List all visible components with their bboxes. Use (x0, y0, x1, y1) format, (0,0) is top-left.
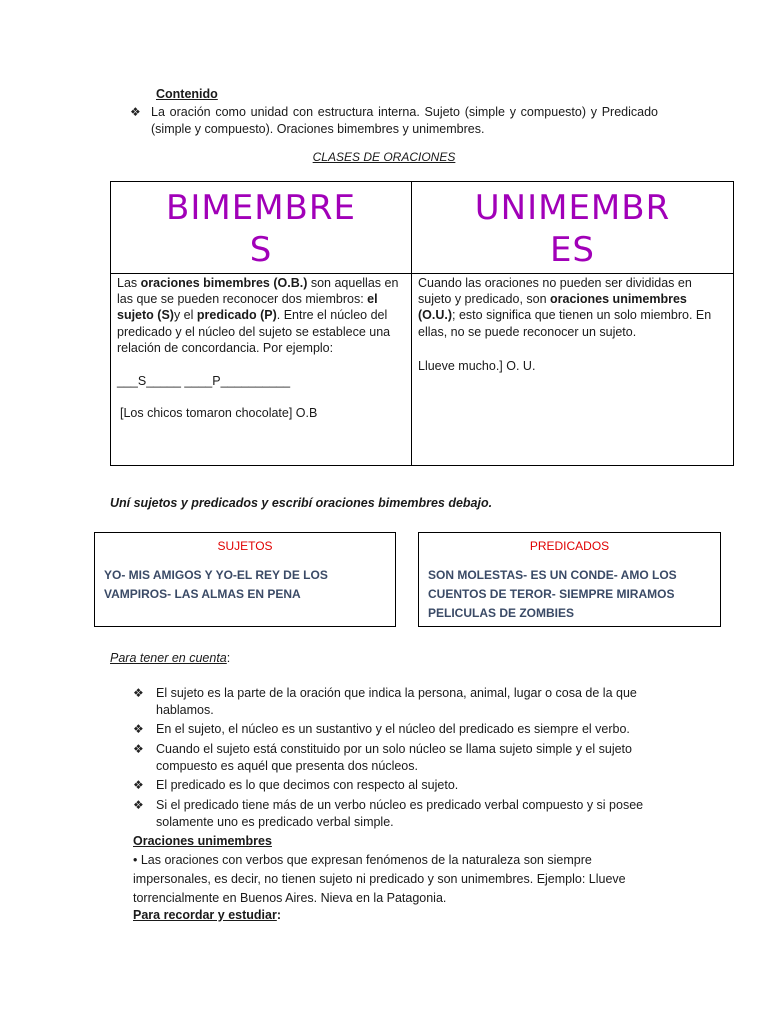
unimembres-section-body: • Las oraciones con verbos que expresan fenómenos de la naturaleza son siempre impersonales, es decir, no tienen sujeto ni predicado y son unimembres. Ejemplo: Llueve torrencialmente en Buenos Aires. Nieva en la Patagonia. (133, 853, 626, 905)
contenido-heading: Contenido (156, 87, 218, 101)
note-item: ❖ En el sujeto, el núcleo es un sustantivo y el núcleo del predicado es siempre el verbo. (133, 722, 630, 736)
classes-title: CLASES DE ORACIONES (312, 150, 456, 164)
unimembres-example: Llueve mucho.] O. U. (418, 358, 536, 373)
diamond-bullet-icon: ❖ (133, 778, 144, 792)
sujetos-box (94, 532, 396, 627)
bimembres-definition: Las oraciones bimembres (O.B.) son aquellas en las que se pueden reconocer dos miembros: el sujeto (S)y el predicado (P). Entre el núcleo del predicado y el núcleo del sujeto se establece una relación de concordancia. Por ejemplo: (117, 276, 399, 355)
unimembres-title: UNIMEMBR ES (474, 188, 671, 270)
exercise-instruction: Uní sujetos y predicados y escribí oraciones bimembres debajo. (110, 496, 493, 510)
bimembres-example: [Los chicos tomaron chocolate] O.B (120, 406, 318, 421)
contenido-item (130, 104, 658, 136)
diamond-bullet-icon: ❖ (133, 686, 144, 700)
diamond-bullet-icon: ❖ (133, 722, 144, 736)
predicados-title: PREDICADOS (529, 539, 610, 553)
bimembres-title: BIMEMBRE S (166, 188, 356, 270)
contenido-item-text: La oración como unidad con estructura interna. Sujeto (simple y compuesto) y Predicado (simple y compuesto). Oraciones bimembres y unimembres. (151, 105, 658, 136)
sujetos-list: YO- MIS AMIGOS Y YO-EL REY DE LOS VAMPIROS- LAS ALMAS EN PENA (104, 568, 328, 601)
diamond-bullet-icon: ❖ (130, 105, 141, 119)
diamond-bullet-icon: ❖ (133, 742, 144, 756)
recordar-heading: Para recordar y estudiar: (133, 908, 281, 922)
note-item: ❖ El predicado es lo que decimos con respecto al sujeto. (133, 778, 459, 792)
diamond-bullet-icon: ❖ (133, 798, 144, 812)
unimembres-definition: Cuando las oraciones no pueden ser divididas en sujeto y predicado, son oraciones unimembres (O.U.); esto significa que tienen un solo miembro. En ellas, no se puede reconocer un sujeto. (418, 276, 712, 339)
notes-title: Para tener en cuenta: (110, 651, 231, 665)
sujetos-title: SUJETOS (217, 539, 273, 553)
bimembres-pattern: ___S_____ ____P__________ (117, 374, 291, 389)
note-item: ❖ Si el predicado tiene más de un verbo núcleo es predicado verbal compuesto y si posee solamente uno es predicado verbal simple. (133, 798, 644, 829)
classes-table (110, 181, 734, 466)
unimembres-section-title: Oraciones unimembres (133, 834, 272, 848)
unimembres-header-cell (412, 182, 734, 274)
bimembres-header-cell (111, 182, 412, 274)
note-item: ❖ Cuando el sujeto está constituido por un solo núcleo se llama sujeto simple y el sujeto compuesto es aquél que presenta dos núcleos. (133, 742, 632, 773)
bimembres-definition-cell (111, 274, 412, 466)
predicados-box (418, 532, 721, 627)
predicados-list: SON MOLESTAS- ES UN CONDE- AMO LOS CUENTOS DE TEROR- SIEMPRE MIRAMOS PELICULAS DE ZOMBIES (428, 568, 677, 620)
note-item: ❖ El sujeto es la parte de la oración que indica la persona, animal, lugar o cosa de la que hablamos. (133, 686, 637, 717)
unimembres-definition-cell (412, 274, 734, 466)
